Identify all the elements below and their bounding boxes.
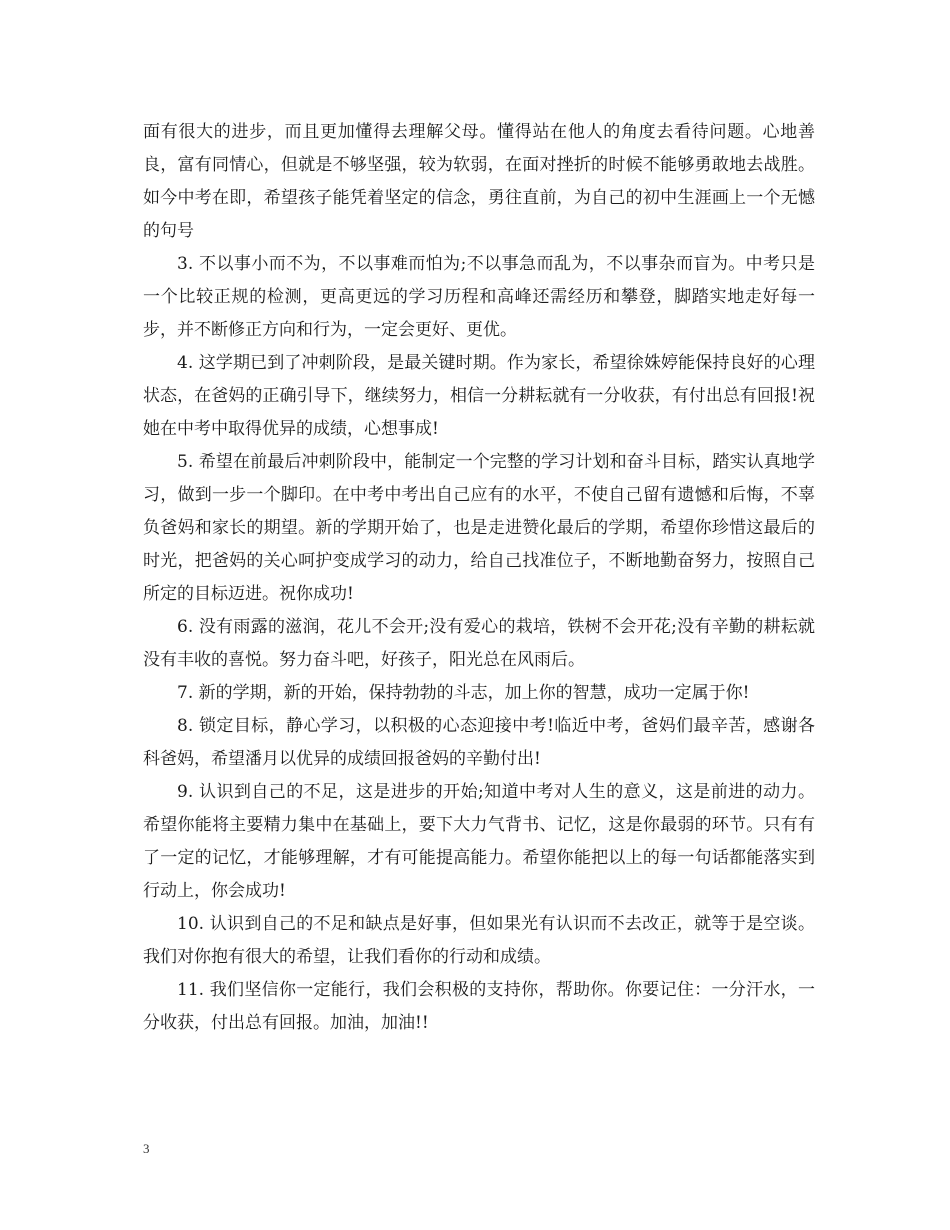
paragraph-item-6: 6. 没有雨露的滋润，花儿不会开;没有爱心的栽培，铁树不会开花;没有辛勤的耕耘就没有丰收的喜悦。努力奋斗吧，好孩子，阳光总在风雨后。 bbox=[143, 617, 815, 670]
paragraph-item-3: 3. 不以事小而不为，不以事难而怕为;不以事急而乱为，不以事杂而盲为。中考只是一个比较正规的检测，更高更远的学习历程和高峰还需经历和攀登，脚踏实地走好每一步，并不断修正方向和行为，一定会更好、更优。 bbox=[143, 254, 815, 340]
paragraph-item-7: 7. 新的学期，新的开始，保持勃勃的斗志，加上你的智慧，成功一定属于你! bbox=[177, 683, 750, 703]
paragraph-item-11: 11. 我们坚信你一定能行，我们会积极的支持你，帮助你。你要记住：一分汗水，一分收获，付出总有回报。加油，加油!! bbox=[143, 980, 815, 1033]
paragraph-item-8: 8. 锁定目标，静心学习，以积极的心态迎接中考!临近中考，爸妈们最辛苦，感谢各科爸妈，希望潘月以优异的成绩回报爸妈的辛勤付出! bbox=[143, 716, 815, 769]
document-body bbox=[143, 116, 815, 1040]
paragraph-continuation: 面有很大的进步，而且更加懂得去理解父母。懂得站在他人的角度去看待问题。心地善良，富有同情心，但就是不够坚强，较为软弱，在面对挫折的时候不能够勇敢地去战胜。如今中考在即，希望孩子能凭着坚定的信念，勇往直前，为自己的初中生涯画上一个无憾的句号 bbox=[143, 122, 815, 241]
paragraph-item-10: 10. 认识到自己的不足和缺点是好事，但如果光有认识而不去改正，就等于是空谈。我们对你抱有很大的希望，让我们看你的行动和成绩。 bbox=[143, 914, 815, 967]
paragraph-item-5: 5. 希望在前最后冲刺阶段中，能制定一个完整的学习计划和奋斗目标，踏实认真地学习，做到一步一个脚印。在中考中考出自己应有的水平，不使自己留有遗憾和后悔，不辜负爸妈和家长的期望。新的学期开始了，也是走进赞化最后的学期，希望你珍惜这最后的时光，把爸妈的关心呵护变成学习的动力，给自己找准位子，不断地勤奋努力，按照自己所定的目标迈进。祝你成功! bbox=[143, 452, 815, 604]
page-number: 3 bbox=[143, 1141, 150, 1156]
paragraph-item-9: 9. 认识到自己的不足，这是进步的开始;知道中考对人生的意义，这是前进的动力。希望你能将主要精力集中在基础上，要下大力气背书、记忆，这是你最弱的环节。只有有了一定的记忆，才能够理解，才有可能提高能力。希望你能把以上的每一句话都能落实到行动上，你会成功! bbox=[143, 782, 815, 901]
paragraph-item-4: 4. 这学期已到了冲刺阶段，是最关键时期。作为家长，希望徐姝婷能保持良好的心理状态，在爸妈的正确引导下，继续努力，相信一分耕耘就有一分收获，有付出总有回报!祝她在中考中取得优异的成绩，心想事成! bbox=[143, 353, 815, 439]
